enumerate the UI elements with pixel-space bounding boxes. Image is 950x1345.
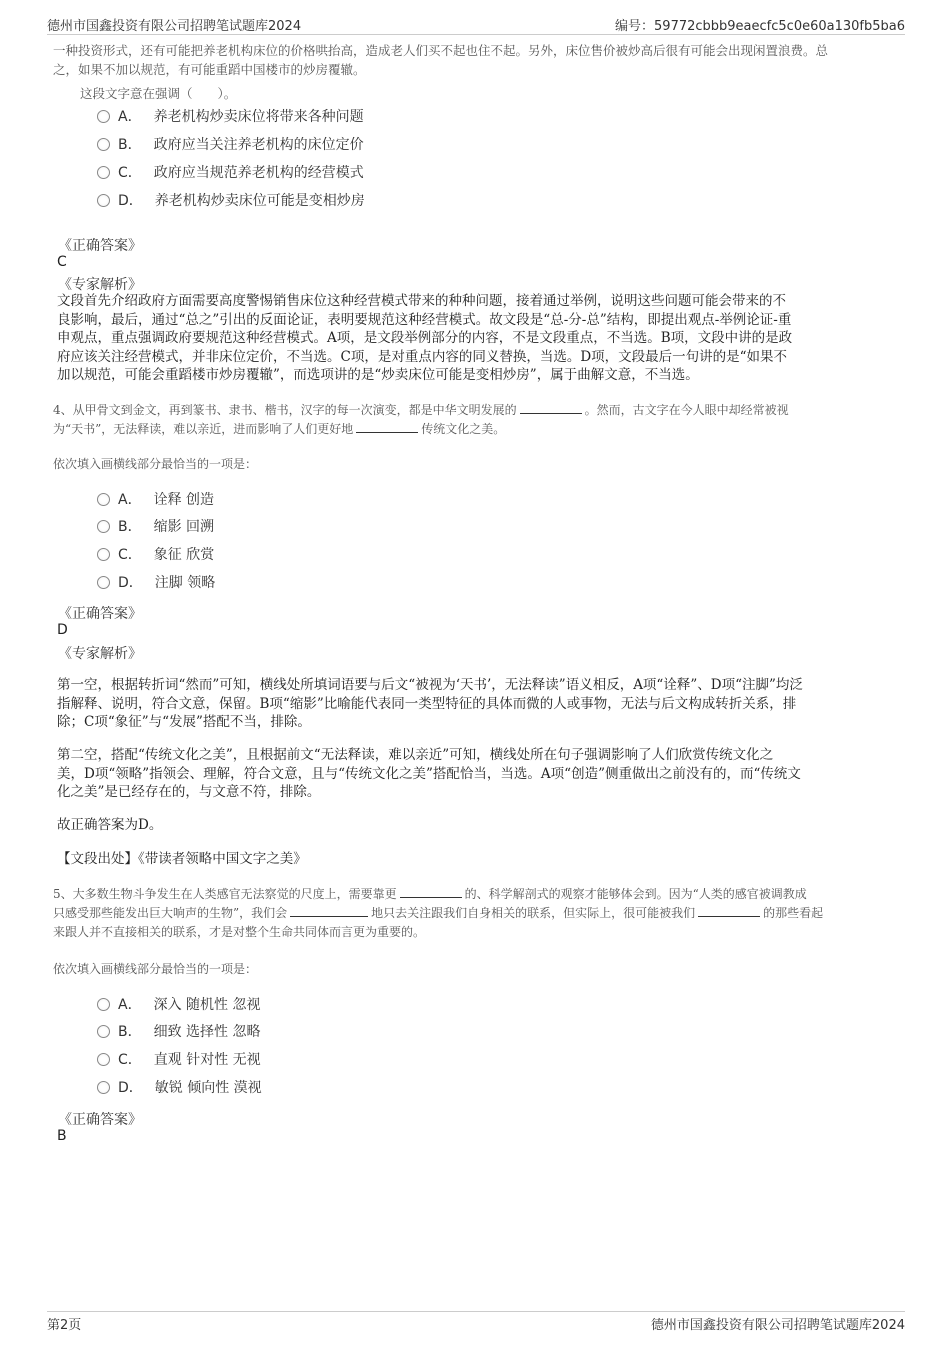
radio-icon[interactable]	[97, 520, 110, 533]
option-text: 诠释 创造	[153, 492, 215, 508]
page-footer	[47, 1311, 905, 1334]
radio-icon[interactable]	[97, 194, 110, 207]
q3-option-d[interactable]	[97, 191, 365, 211]
analysis-line: 第一空，根据转折词“然而”可知，横线处所填词语要与后文“被视为‘天书’，无法释读”语义相反，A项“诠释”、D项“注脚”均泛	[57, 677, 803, 693]
option-text: 细致 选择性 忽略	[153, 1024, 261, 1040]
analysis-line: 良影响，最后，通过“总之”引出的反面论证，表明要规范这种经营模式。故文段是“总-分-总”结构，即提出观点-举例论证-重	[57, 311, 792, 328]
answer-value: B	[57, 1128, 67, 1144]
q5-option-b[interactable]	[97, 1022, 261, 1042]
analysis-line: 加以规范，可能会重蹈楼市炒房覆辙”，而选项讲的是“炒卖床位可能是变相炒房”，属于曲解文意，不当选。	[57, 367, 699, 383]
q5-option-a[interactable]	[97, 995, 260, 1015]
analysis-line: 申观点，重点强调政府要规范这种经营模式。A项，是文段举例部分的内容，不是文段重点，不当选。B项，文段中讲的是政	[57, 330, 793, 346]
analysis-line: 除；C项“象征”与“发展”搭配不当，排除。	[57, 714, 311, 730]
analysis-line: 文段首先介绍政府方面需要高度警惕销售床位这种经营模式带来的种种问题，接着通过举例，说明这些问题可能会带来的不	[57, 293, 786, 309]
option-text: 象征 欣赏	[153, 547, 215, 563]
option-letter: D．	[118, 193, 143, 209]
fill-blank	[356, 420, 418, 433]
q3-prompt: 这段文字意在强调（ ）。	[80, 86, 237, 101]
q5-stem-text: 地只去关注跟我们自身相关的联系，但实际上，很可能被我们	[371, 906, 696, 920]
q5-prompt: 依次填入画横线部分最恰当的一项是：	[53, 962, 258, 976]
option-letter: C．	[118, 1052, 142, 1068]
option-letter: C．	[118, 547, 142, 563]
q5-stem-text: 的那些看起	[763, 906, 824, 920]
fill-blank	[520, 401, 582, 414]
page-header	[47, 14, 905, 35]
option-letter: C．	[118, 165, 142, 181]
radio-icon[interactable]	[97, 1081, 110, 1094]
answer-label: 《正确答案》	[58, 606, 142, 622]
q3-passage-line: 之，如果不加以规范，有可能重蹈中国楼市的炒房覆辙。	[53, 62, 366, 77]
q4-analysis-p2	[57, 746, 887, 802]
option-text: 养老机构炒卖床位将带来各种问题	[153, 109, 364, 125]
option-text: 注脚 领略	[154, 575, 216, 591]
q5-option-d[interactable]	[97, 1078, 262, 1098]
radio-icon[interactable]	[97, 166, 110, 179]
q3-option-c[interactable]	[97, 163, 364, 183]
q4-stem-text: 。然而，古文字在今人眼中却经常被视	[584, 403, 789, 417]
radio-icon[interactable]	[97, 576, 110, 589]
q5-stem-text: 5、大多数生物斗争发生在人类感官无法察觉的尺度上，需要靠更	[53, 887, 397, 901]
option-text: 政府应当规范养老机构的经营模式	[153, 165, 364, 181]
q4-stem-text: 4、从甲骨文到金文，再到篆书、隶书、楷书，汉字的每一次演变，都是中华文明发展的	[53, 403, 517, 417]
option-letter: B．	[118, 1024, 142, 1040]
answer-value: D	[57, 622, 68, 638]
q4-option-c[interactable]	[97, 545, 214, 565]
q4-option-a[interactable]	[97, 490, 214, 510]
radio-icon[interactable]	[97, 998, 110, 1011]
option-letter: A．	[118, 109, 142, 125]
radio-icon[interactable]	[97, 138, 110, 151]
footer-title: 德州市国鑫投资有限公司招聘笔试题库2024	[650, 1318, 905, 1333]
answer-value: C	[57, 254, 67, 270]
q5-stem-text: 只感受那些能发出巨大响声的生物”，我们会	[53, 906, 288, 920]
q4-analysis-p1	[57, 676, 887, 732]
analysis-line: 美，D项“领略”指领会、理解，符合文意，且与“传统文化之美”搭配恰当，当选。A项“创造”侧重做出之前没有的，而“传统文	[57, 765, 801, 782]
fill-blank	[698, 904, 760, 917]
q3-analysis	[57, 292, 887, 385]
q3-passage	[53, 41, 903, 79]
answer-label: 《正确答案》	[58, 238, 142, 254]
q5-stem	[53, 885, 898, 942]
analysis-line: 指解释、说明，符合文意，保留。B项“缩影”比喻能代表同一类型特征的具体而微的人或事物，无法与后文构成转折关系，排	[57, 695, 797, 712]
analysis-line: 化之美”是已经存在的，与文意不符，排除。	[57, 784, 321, 800]
q3-passage-line: 一种投资形式，还有可能把养老机构床位的价格哄抬高，造成老人们买不起也住不起。另外，床位售价被炒高后很有可能会出现闲置浪费。总	[53, 43, 829, 58]
option-letter: A．	[118, 997, 142, 1013]
analysis-label: 《专家解析》	[58, 277, 142, 293]
q3-option-a[interactable]	[97, 107, 364, 127]
q4-stem-text: 传统文化之美。	[421, 422, 506, 436]
q5-stem-text: 的、科学解剖式的观察才能够体会到。因为“人类的感官被调教成	[464, 887, 807, 901]
q4-stem	[53, 401, 898, 439]
q4-conclusion: 故正确答案为D。	[57, 817, 163, 833]
q4-option-b[interactable]	[97, 517, 214, 537]
option-letter: A．	[118, 492, 142, 508]
header-title: 德州市国鑫投资有限公司招聘笔试题库2024	[47, 19, 302, 34]
q4-option-d[interactable]	[97, 573, 215, 593]
answer-label: 《正确答案》	[58, 1112, 142, 1128]
analysis-line: 第二空，搭配“传统文化之美”，且根据前文“无法释读，难以亲近”可知，横线处所在句子强调影响了人们欣赏传统文化之	[57, 747, 774, 763]
analysis-line: 府应该关注经营模式，并非床位定价，不当选。C项，是对重点内容的同义替换，当选。D项，文段最后一句讲的是“如果不	[57, 348, 788, 365]
fill-blank	[400, 885, 462, 898]
option-letter: D．	[118, 1080, 143, 1096]
option-letter: D．	[118, 575, 143, 591]
page-number: 第2页	[47, 1318, 82, 1333]
radio-icon[interactable]	[97, 110, 110, 123]
radio-icon[interactable]	[97, 1053, 110, 1066]
q4-source: 【文段出处】《带读者领略中国文字之美》	[57, 851, 307, 867]
q3-option-b[interactable]	[97, 135, 364, 155]
option-text: 政府应当关注养老机构的床位定价	[153, 137, 364, 153]
analysis-label: 《专家解析》	[58, 646, 142, 662]
document-id: 编号：59772cbbb9eaecfc5c0e60a130fb5ba6	[615, 19, 905, 34]
q5-option-c[interactable]	[97, 1050, 261, 1070]
q4-prompt: 依次填入画横线部分最恰当的一项是：	[53, 457, 258, 471]
option-letter: B．	[118, 519, 142, 535]
radio-icon[interactable]	[97, 548, 110, 561]
radio-icon[interactable]	[97, 1025, 110, 1038]
option-text: 养老机构炒卖床位可能是变相炒房	[154, 193, 365, 209]
option-text: 深入 随机性 忽视	[153, 997, 261, 1013]
option-letter: B．	[118, 137, 142, 153]
option-text: 直观 针对性 无视	[153, 1052, 261, 1068]
q5-stem-text: 来跟人并不直接相关的联系，才是对整个生命共同体而言更为重要的。	[53, 925, 426, 939]
radio-icon[interactable]	[97, 493, 110, 506]
option-text: 敏锐 倾向性 漠视	[154, 1080, 262, 1096]
q4-stem-text: 为“天书”，无法释读，难以亲近，进而影响了人们更好地	[53, 422, 354, 436]
option-text: 缩影 回溯	[153, 519, 215, 535]
fill-blank	[290, 904, 368, 917]
